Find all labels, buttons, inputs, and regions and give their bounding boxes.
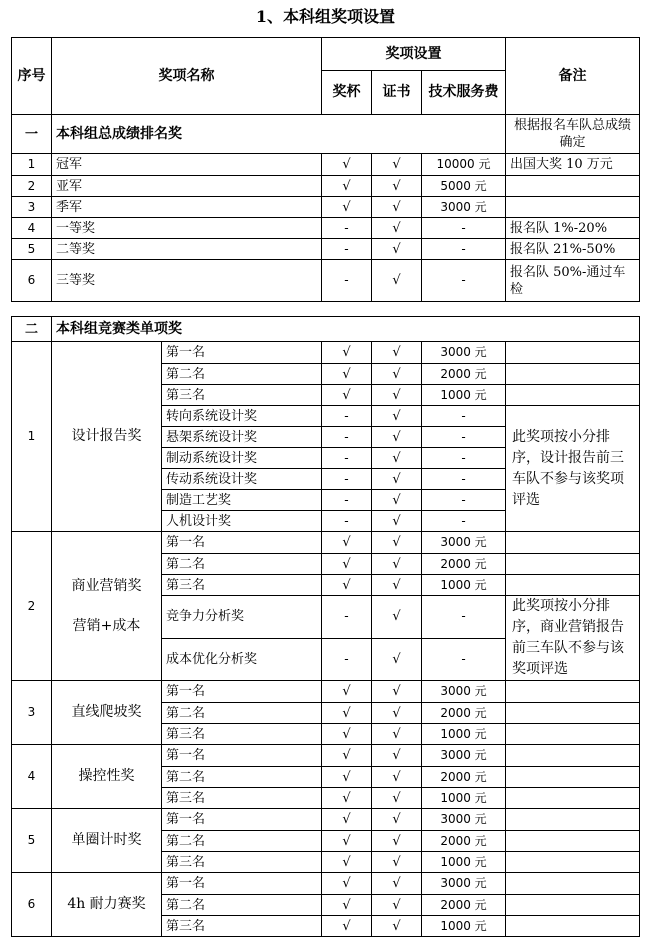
award-name: 第二名 bbox=[162, 895, 322, 916]
header-cup: 奖杯 bbox=[322, 71, 372, 115]
cert-mark: √ bbox=[372, 767, 422, 788]
header-group: 奖项设置 bbox=[322, 38, 506, 71]
group-seq: 4 bbox=[12, 745, 52, 809]
award-name: 第二名 bbox=[162, 703, 322, 724]
header-name: 奖项名称 bbox=[52, 38, 322, 115]
award-name: 第一名 bbox=[162, 873, 322, 895]
row-remark bbox=[506, 681, 640, 703]
group-seq: 6 bbox=[12, 873, 52, 937]
group-name bbox=[52, 532, 162, 681]
cert-mark: √ bbox=[372, 385, 422, 406]
header-seq: 序号 bbox=[12, 38, 52, 115]
group-remark: 此奖项按小分排序，商业营销报告前三车队不参与该奖项评选 bbox=[506, 596, 640, 681]
fee-amount: 3000 元 bbox=[422, 745, 506, 767]
cert-mark: √ bbox=[372, 406, 422, 427]
fee-amount: - bbox=[422, 511, 506, 532]
award-table-overall bbox=[11, 37, 640, 302]
group-name: 4h 耐力赛奖 bbox=[52, 873, 162, 937]
cert-mark: √ bbox=[372, 260, 422, 302]
fee-amount: 2000 元 bbox=[422, 767, 506, 788]
table-row bbox=[12, 176, 640, 197]
cup-mark: √ bbox=[322, 852, 372, 873]
fee-amount: - bbox=[422, 239, 506, 260]
award-table-single bbox=[11, 316, 640, 937]
award-name: 一等奖 bbox=[52, 218, 322, 239]
row-remark bbox=[506, 532, 640, 554]
cert-mark: √ bbox=[372, 575, 422, 596]
row-seq: 2 bbox=[12, 176, 52, 197]
fee-amount: 10000 元 bbox=[422, 154, 506, 176]
award-name: 第三名 bbox=[162, 575, 322, 596]
row-remark bbox=[506, 852, 640, 873]
fee-amount: 1000 元 bbox=[422, 385, 506, 406]
award-name: 二等奖 bbox=[52, 239, 322, 260]
cert-mark: √ bbox=[372, 364, 422, 385]
fee-amount: 2000 元 bbox=[422, 554, 506, 575]
cup-mark: √ bbox=[322, 724, 372, 745]
cup-mark: - bbox=[322, 406, 372, 427]
cup-mark: √ bbox=[322, 788, 372, 809]
award-name: 传动系统设计奖 bbox=[162, 469, 322, 490]
award-name: 三等奖 bbox=[52, 260, 322, 302]
row-remark bbox=[506, 831, 640, 852]
fee-amount: - bbox=[422, 469, 506, 490]
award-name: 第三名 bbox=[162, 788, 322, 809]
cup-mark: - bbox=[322, 469, 372, 490]
cup-mark: - bbox=[322, 427, 372, 448]
cert-mark: √ bbox=[372, 596, 422, 639]
cup-mark: √ bbox=[322, 154, 372, 176]
cert-mark: √ bbox=[372, 554, 422, 575]
cert-mark: √ bbox=[372, 427, 422, 448]
row-remark bbox=[506, 767, 640, 788]
cert-mark: √ bbox=[372, 852, 422, 873]
table-row bbox=[12, 197, 640, 218]
cert-mark: √ bbox=[372, 154, 422, 176]
group-name: 设计报告奖 bbox=[52, 342, 162, 532]
fee-amount: 1000 元 bbox=[422, 852, 506, 873]
cert-mark: √ bbox=[372, 724, 422, 745]
group-seq: 2 bbox=[12, 532, 52, 681]
cup-mark: √ bbox=[322, 681, 372, 703]
table-row bbox=[12, 218, 640, 239]
fee-amount: - bbox=[422, 218, 506, 239]
row-remark bbox=[506, 575, 640, 596]
award-name: 转向系统设计奖 bbox=[162, 406, 322, 427]
row-remark bbox=[506, 364, 640, 385]
fee-amount: 2000 元 bbox=[422, 831, 506, 852]
row-seq: 3 bbox=[12, 197, 52, 218]
row-remark bbox=[506, 745, 640, 767]
table-row bbox=[12, 154, 640, 176]
row-remark bbox=[506, 703, 640, 724]
cup-mark: √ bbox=[322, 767, 372, 788]
cup-mark: √ bbox=[322, 831, 372, 852]
cert-mark: √ bbox=[372, 532, 422, 554]
fee-amount: 1000 元 bbox=[422, 916, 506, 937]
cert-mark: √ bbox=[372, 703, 422, 724]
cert-mark: √ bbox=[372, 873, 422, 895]
cup-mark: √ bbox=[322, 197, 372, 218]
row-remark: 出国大奖 10 万元 bbox=[506, 154, 640, 176]
cup-mark: - bbox=[322, 218, 372, 239]
row-seq: 6 bbox=[12, 260, 52, 302]
fee-amount: 5000 元 bbox=[422, 176, 506, 197]
fee-amount: - bbox=[422, 448, 506, 469]
group-seq: 1 bbox=[12, 342, 52, 532]
cert-mark: √ bbox=[372, 745, 422, 767]
award-name: 第二名 bbox=[162, 767, 322, 788]
fee-amount: - bbox=[422, 490, 506, 511]
fee-amount: 3000 元 bbox=[422, 681, 506, 703]
group-name: 操控性奖 bbox=[52, 745, 162, 809]
award-name: 第一名 bbox=[162, 532, 322, 554]
award-name: 冠军 bbox=[52, 154, 322, 176]
cup-mark: √ bbox=[322, 364, 372, 385]
award-name: 第一名 bbox=[162, 681, 322, 703]
row-remark bbox=[506, 554, 640, 575]
row-remark: 报名队 21%-50% bbox=[506, 239, 640, 260]
award-name: 人机设计奖 bbox=[162, 511, 322, 532]
cert-mark: √ bbox=[372, 469, 422, 490]
group-seq: 5 bbox=[12, 809, 52, 873]
row-seq: 4 bbox=[12, 218, 52, 239]
award-name: 第三名 bbox=[162, 385, 322, 406]
cert-mark: √ bbox=[372, 511, 422, 532]
table-row bbox=[12, 873, 640, 895]
section-title: 本科组总成绩排名奖 bbox=[52, 115, 506, 154]
table-row bbox=[12, 532, 640, 554]
cert-mark: √ bbox=[372, 831, 422, 852]
row-remark bbox=[506, 176, 640, 197]
cup-mark: √ bbox=[322, 809, 372, 831]
award-name: 制造工艺奖 bbox=[162, 490, 322, 511]
cup-mark: √ bbox=[322, 554, 372, 575]
fee-amount: 2000 元 bbox=[422, 703, 506, 724]
cert-mark: √ bbox=[372, 788, 422, 809]
fee-amount: - bbox=[422, 638, 506, 681]
cert-mark: √ bbox=[372, 809, 422, 831]
cup-mark: √ bbox=[322, 873, 372, 895]
award-name: 第二名 bbox=[162, 831, 322, 852]
fee-amount: - bbox=[422, 427, 506, 448]
cup-mark: √ bbox=[322, 532, 372, 554]
award-name: 第二名 bbox=[162, 364, 322, 385]
cert-mark: √ bbox=[372, 176, 422, 197]
table-row bbox=[12, 809, 640, 831]
header-cert: 证书 bbox=[372, 71, 422, 115]
cup-mark: √ bbox=[322, 895, 372, 916]
award-name: 第一名 bbox=[162, 809, 322, 831]
table-row bbox=[12, 342, 640, 364]
cup-mark: - bbox=[322, 239, 372, 260]
cert-mark: √ bbox=[372, 638, 422, 681]
header-remark: 备注 bbox=[506, 38, 640, 115]
fee-amount: 3000 元 bbox=[422, 197, 506, 218]
group-name: 单圈计时奖 bbox=[52, 809, 162, 873]
cup-mark: - bbox=[322, 638, 372, 681]
table-row bbox=[12, 681, 640, 703]
award-name: 第一名 bbox=[162, 342, 322, 364]
cert-mark: √ bbox=[372, 490, 422, 511]
fee-amount: 1000 元 bbox=[422, 788, 506, 809]
row-remark bbox=[506, 724, 640, 745]
fee-amount: 3000 元 bbox=[422, 342, 506, 364]
fee-amount: 3000 元 bbox=[422, 873, 506, 895]
cup-mark: √ bbox=[322, 575, 372, 596]
group-name-line2: 营销+成本 bbox=[72, 618, 141, 634]
group-seq: 3 bbox=[12, 681, 52, 745]
row-remark bbox=[506, 809, 640, 831]
fee-amount: 1000 元 bbox=[422, 724, 506, 745]
cert-mark: √ bbox=[372, 239, 422, 260]
section-title: 本科组竞赛类单项奖 bbox=[52, 317, 640, 342]
cert-mark: √ bbox=[372, 895, 422, 916]
group-name-line1: 商业营销奖 bbox=[71, 578, 142, 594]
cup-mark: √ bbox=[322, 703, 372, 724]
award-name: 亚军 bbox=[52, 176, 322, 197]
row-remark: 报名队 1%-20% bbox=[506, 218, 640, 239]
section-number: 一 bbox=[12, 115, 52, 154]
row-remark bbox=[506, 895, 640, 916]
row-remark bbox=[506, 788, 640, 809]
award-name: 第一名 bbox=[162, 745, 322, 767]
cup-mark: √ bbox=[322, 916, 372, 937]
cert-mark: √ bbox=[372, 197, 422, 218]
cup-mark: √ bbox=[322, 745, 372, 767]
award-name: 第二名 bbox=[162, 554, 322, 575]
table-row bbox=[12, 745, 640, 767]
fee-amount: 3000 元 bbox=[422, 532, 506, 554]
cup-mark: √ bbox=[322, 176, 372, 197]
fee-amount: - bbox=[422, 406, 506, 427]
cup-mark: √ bbox=[322, 342, 372, 364]
cert-mark: √ bbox=[372, 342, 422, 364]
cup-mark: - bbox=[322, 448, 372, 469]
cup-mark: √ bbox=[322, 385, 372, 406]
table-row bbox=[12, 260, 640, 302]
header-fee: 技术服务费 bbox=[422, 71, 506, 115]
row-remark bbox=[506, 197, 640, 218]
row-remark bbox=[506, 873, 640, 895]
award-name: 第三名 bbox=[162, 852, 322, 873]
row-remark bbox=[506, 916, 640, 937]
cup-mark: - bbox=[322, 490, 372, 511]
fee-amount: - bbox=[422, 596, 506, 639]
award-name: 制动系统设计奖 bbox=[162, 448, 322, 469]
cert-mark: √ bbox=[372, 916, 422, 937]
cup-mark: - bbox=[322, 260, 372, 302]
award-name: 第三名 bbox=[162, 724, 322, 745]
group-remark: 此奖项按小分排序，设计报告前三车队不参与该奖项评选 bbox=[506, 406, 640, 532]
fee-amount: 3000 元 bbox=[422, 809, 506, 831]
row-remark: 报名队 50%-通过车检 bbox=[506, 260, 640, 302]
award-name: 第三名 bbox=[162, 916, 322, 937]
section-number: 二 bbox=[12, 317, 52, 342]
row-seq: 1 bbox=[12, 154, 52, 176]
fee-amount: 1000 元 bbox=[422, 575, 506, 596]
fee-amount: 2000 元 bbox=[422, 364, 506, 385]
row-remark bbox=[506, 342, 640, 364]
row-remark bbox=[506, 385, 640, 406]
cup-mark: - bbox=[322, 511, 372, 532]
cert-mark: √ bbox=[372, 448, 422, 469]
fee-amount: 2000 元 bbox=[422, 895, 506, 916]
section-remark: 根据报名车队总成绩确定 bbox=[506, 115, 640, 154]
award-name: 成本优化分析奖 bbox=[162, 638, 322, 681]
award-name: 悬架系统设计奖 bbox=[162, 427, 322, 448]
table-row bbox=[12, 239, 640, 260]
page-title: 1、本科组奖项设置 bbox=[255, 7, 396, 26]
group-name: 直线爬坡奖 bbox=[52, 681, 162, 745]
award-name: 竞争力分析奖 bbox=[162, 596, 322, 639]
award-name: 季军 bbox=[52, 197, 322, 218]
cup-mark: - bbox=[322, 596, 372, 639]
cert-mark: √ bbox=[372, 681, 422, 703]
fee-amount: - bbox=[422, 260, 506, 302]
row-seq: 5 bbox=[12, 239, 52, 260]
cert-mark: √ bbox=[372, 218, 422, 239]
